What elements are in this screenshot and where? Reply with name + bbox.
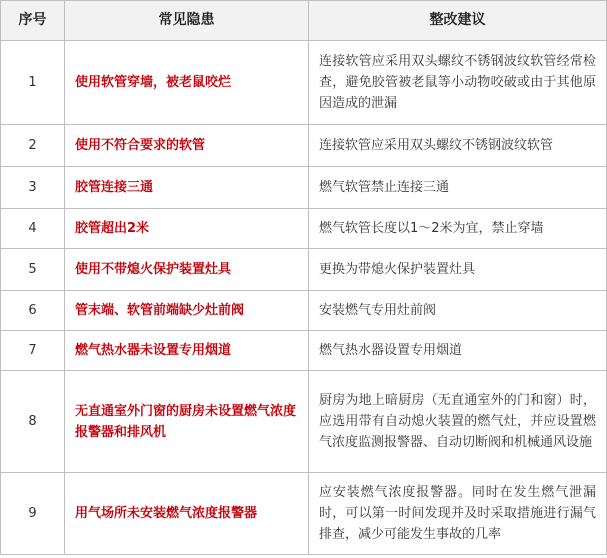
row-advice: 应安装燃气浓度报警器。同时在发生燃气泄漏时，可以第一时间发现并及时采取措施进行漏气排查，减少可能发生事故的几率	[309, 473, 607, 555]
row-advice: 安装燃气专用灶前阀	[309, 291, 607, 331]
row-index: 5	[1, 249, 65, 291]
header-advice: 整改建议	[309, 1, 607, 41]
header-index: 序号	[1, 1, 65, 41]
table-row	[1, 167, 607, 209]
table-row	[1, 291, 607, 331]
row-advice: 连接软管应采用双头螺纹不锈钢波纹软管经常检查，避免胶管被老鼠等小动物咬破或由于其他原因造成的泄漏	[309, 41, 607, 125]
row-index: 9	[1, 473, 65, 555]
row-hazard: 胶管超出2米	[65, 209, 309, 249]
row-hazard: 使用不符合要求的软管	[65, 125, 309, 167]
row-index: 4	[1, 209, 65, 249]
row-advice: 燃气热水器设置专用烟道	[309, 331, 607, 371]
row-index: 7	[1, 331, 65, 371]
table-row	[1, 331, 607, 371]
row-advice: 更换为带熄火保护装置灶具	[309, 249, 607, 291]
row-index: 6	[1, 291, 65, 331]
table-row	[1, 249, 607, 291]
row-index: 3	[1, 167, 65, 209]
table-row	[1, 41, 607, 125]
row-advice: 燃气软管长度以1～2米为宜，禁止穿墙	[309, 209, 607, 249]
row-index: 2	[1, 125, 65, 167]
row-advice: 连接软管应采用双头螺纹不锈钢波纹软管	[309, 125, 607, 167]
row-advice: 燃气软管禁止连接三通	[309, 167, 607, 209]
row-advice: 厨房为地上暗厨房（无直通室外的门和窗）时，应选用带有自动熄火装置的燃气灶，并应设置燃气浓度监测报警器、自动切断阀和机械通风设施	[309, 371, 607, 473]
row-index: 8	[1, 371, 65, 473]
row-hazard: 使用软管穿墙，被老鼠咬烂	[65, 41, 309, 125]
row-hazard: 管末端、软管前端缺少灶前阀	[65, 291, 309, 331]
row-hazard: 燃气热水器未设置专用烟道	[65, 331, 309, 371]
table-row	[1, 371, 607, 473]
table-row	[1, 125, 607, 167]
row-hazard: 胶管连接三通	[65, 167, 309, 209]
header-hazard: 常见隐患	[65, 1, 309, 41]
table-row	[1, 209, 607, 249]
table-header-row	[1, 1, 607, 41]
row-hazard: 使用不带熄火保护装置灶具	[65, 249, 309, 291]
row-hazard: 用气场所未安装燃气浓度报警器	[65, 473, 309, 555]
table-row	[1, 473, 607, 555]
row-hazard: 无直通室外门窗的厨房未设置燃气浓度报警器和排风机	[65, 371, 309, 473]
row-index: 1	[1, 41, 65, 125]
